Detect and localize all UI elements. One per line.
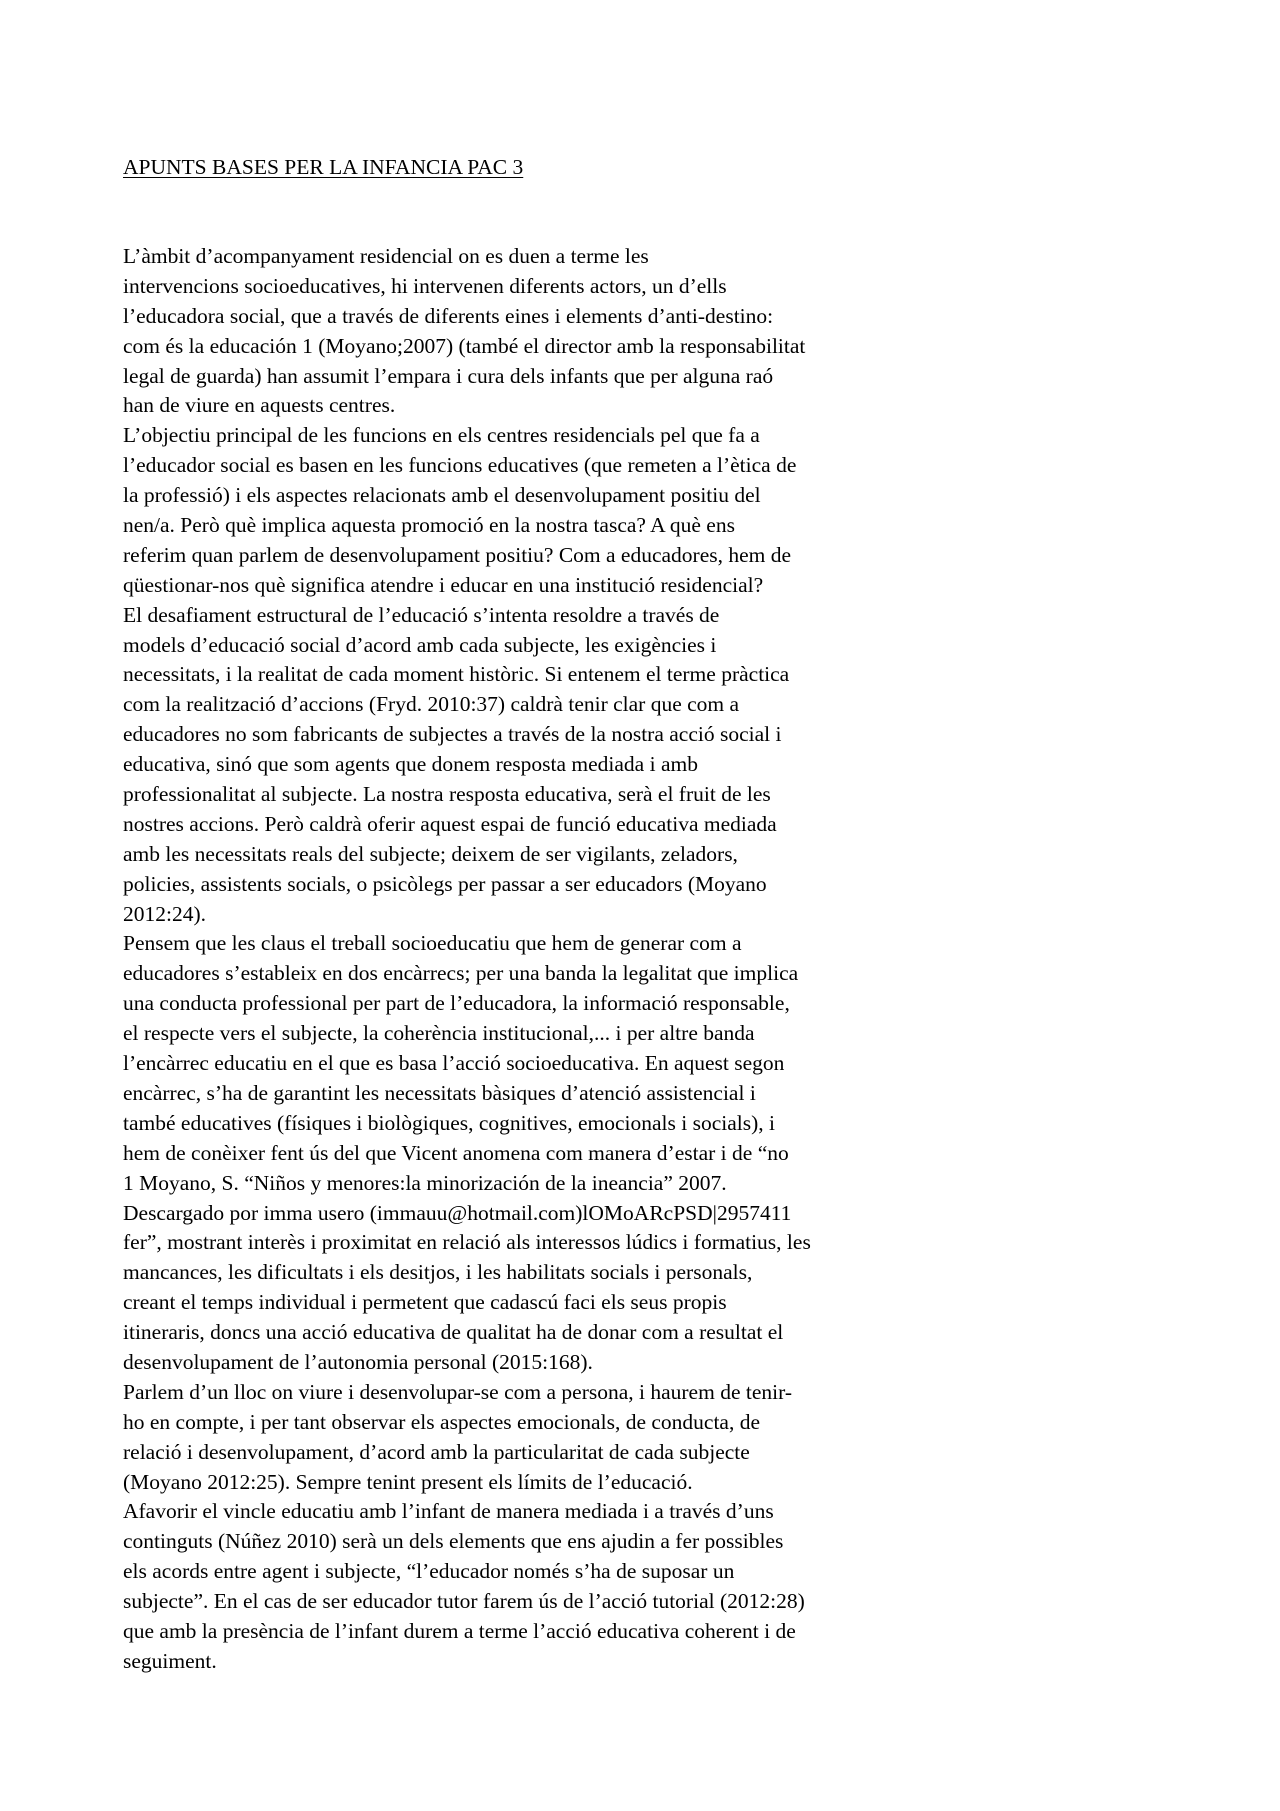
text-line: relació i desenvolupament, d’acord amb la particularitat de cada subjecte [123, 1439, 750, 1464]
text-line: nostres accions. Però caldrà oferir aquest espai de funció educativa mediada [123, 811, 777, 836]
text-line: hem de conèixer fent ús del que Vicent anomena com manera d’estar i de “no [123, 1140, 789, 1165]
text-line: professionalitat al subjecte. La nostra resposta educativa, serà el fruit de les [123, 782, 771, 807]
text-line: han de viure en aquests centres. [123, 393, 396, 418]
text-line: l’encàrrec educatiu en el que es basa l’acció socioeducativa. En aquest segon [123, 1051, 785, 1076]
text-line: com és la educación 1 (Moyano;2007) (també el director amb la responsabilitat [123, 333, 806, 358]
text-line: que amb la presència de l’infant durem a terme l’acció educativa coherent i de [123, 1618, 796, 1643]
text-line: models d’educació social d’acord amb cada subjecte, les exigències i [123, 632, 717, 657]
text-line: Pensem que les claus el treball socioeducatiu que hem de generar com a [123, 931, 742, 956]
text-line: (Moyano 2012:25). Sempre tenint present els límits de l’educació. [123, 1469, 693, 1494]
text-line: el respecte vers el subjecte, la coherència institucional,... i per altre banda [123, 1021, 755, 1046]
text-line: necessitats, i la realitat de cada moment històric. Si entenem el terme pràctica [123, 662, 790, 687]
text-line: legal de guarda) han assumit l’empara i cura dels infants que per alguna raó [123, 363, 774, 388]
text-line: nen/a. Però què implica aquesta promoció en la nostra tasca? A què ens [123, 513, 735, 538]
text-line: la professió) i els aspectes relacionats amb el desenvolupament positiu del [123, 483, 761, 508]
text-line: El desafiament estructural de l’educació s’intenta resoldre a través de [123, 602, 720, 627]
text-line: Descargado por imma usero (immauu@hotmail.com)lOMoARcPSD|2957411 [123, 1200, 792, 1225]
document-title: APUNTS BASES PER LA INFANCIA PAC 3 [123, 155, 524, 179]
text-line: creant el temps individual i permetent que cadascú faci els seus propis [123, 1290, 727, 1315]
text-line: subjecte”. En el cas de ser educador tutor farem ús de l’acció tutorial (2012:28) [123, 1589, 805, 1614]
text-line: Parlem d’un lloc on viure i desenvolupar-se com a persona, i haurem de tenir- [123, 1379, 792, 1404]
text-line: seguiment. [123, 1648, 217, 1673]
text-line: encàrrec, s’ha de garantint les necessitats bàsiques d’atenció assistencial i [123, 1080, 756, 1105]
text-line: qüestionar-nos què significa atendre i educar en una institució residencial? [123, 572, 764, 597]
text-line: desenvolupament de l’autonomia personal (2015:168). [123, 1349, 593, 1374]
text-line: policies, assistents socials, o psicòlegs per passar a ser educadors (Moyano [123, 871, 767, 896]
text-line: continguts (Núñez 2010) serà un dels elements que ens ajudin a fer possibles [123, 1529, 784, 1554]
text-line: una conducta professional per part de l’educadora, la informació responsable, [123, 991, 790, 1016]
text-line: 2012:24). [123, 901, 207, 926]
text-line: itineraris, doncs una acció educativa de qualitat ha de donar com a resultat el [123, 1320, 784, 1345]
text-line: educadores no som fabricants de subjectes a través de la nostra acció social i [123, 722, 782, 747]
text-line: educadores s’estableix en dos encàrrecs; per una banda la legalitat que implica [123, 961, 799, 986]
text-line: també educatives (físiques i biològiques, cognitives, emocionals i socials), i [123, 1110, 776, 1135]
text-line: ho en compte, i per tant observar els aspectes emocionals, de conducta, de [123, 1409, 761, 1434]
text-line: com la realització d’accions (Fryd. 2010:37) caldrà tenir clar que com a [123, 692, 740, 717]
text-line: l’educadora social, que a través de diferents eines i elements d’anti-destino: [123, 303, 774, 328]
text-line: 1 Moyano, S. “Niños y menores:la minorización de la ineancia” 2007. [123, 1170, 727, 1195]
text-line: amb les necessitats reals del subjecte; deixem de ser vigilants, zeladors, [123, 841, 738, 866]
text-line: fer”, mostrant interès i proximitat en relació als interessos lúdics i formatius, les [123, 1230, 811, 1255]
text-line: mancances, les dificultats i els desitjos, i les habilitats socials i personals, [123, 1260, 753, 1285]
text-line: educativa, sinó que som agents que donem resposta mediada i amb [123, 752, 698, 777]
document-body [123, 242, 963, 1677]
text-line: L’objectiu principal de les funcions en els centres residencials pel que fa a [123, 423, 760, 448]
text-line: Afavorir el vincle educatiu amb l’infant de manera mediada i a través d’uns [123, 1499, 774, 1524]
text-line: l’educador social es basen en les funcions educatives (que remeten a l’ètica de [123, 453, 797, 478]
text-line: referim quan parlem de desenvolupament positiu? Com a educadores, hem de [123, 542, 792, 567]
text-line: intervencions socioeducatives, hi intervenen diferents actors, un d’ells [123, 273, 727, 298]
text-line: L’àmbit d’acompanyament residencial on es duen a terme les [123, 244, 649, 268]
text-line: els acords entre agent i subjecte, “l’educador només s’ha de suposar un [123, 1559, 735, 1584]
